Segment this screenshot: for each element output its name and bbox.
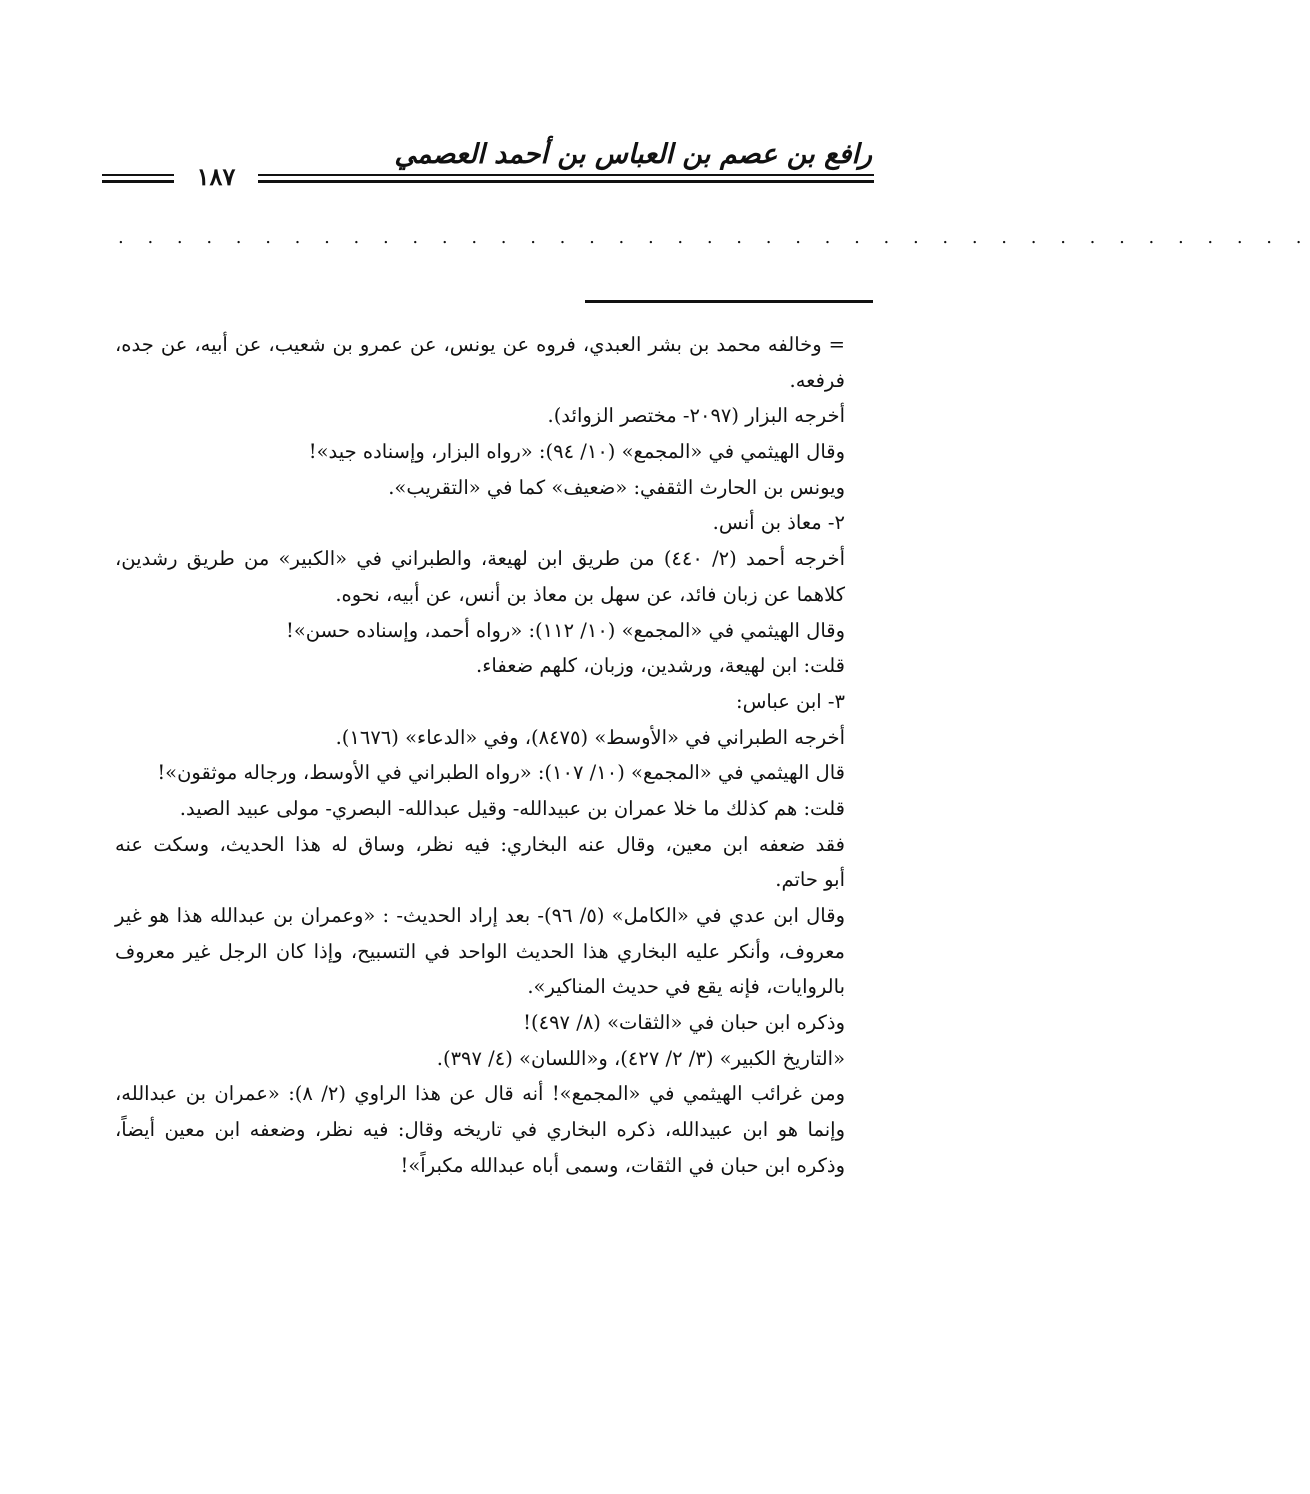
- separator-dots: . . . . . . . . . . . . . . . . . . . . . . . . . . . . . . . . . . . . . . . . .: [118, 227, 1310, 248]
- text-line: قلت: هم كذلك ما خلا عمران بن عبيدالله- وقيل عبدالله- البصري- مولى عبيد الصيد.: [179, 796, 845, 820]
- text-line: ٣- ابن عباس:: [736, 689, 845, 713]
- text-line: أخرجه أحمد (٢/ ٤٤٠) من طريق ابن لهيعة، والطبراني في «الكبير» من طريق رشدين،: [115, 547, 845, 571]
- text-line: أخرجه الطبراني في «الأوسط» (٨٤٧٥)، وفي «الدعاء» (١٦٧٦).: [335, 725, 845, 749]
- text-line: وقال ابن عدي في «الكامل» (٥/ ٩٦)- بعد إراد الحديث- : «وعمران بن عبدالله هذا هو غير: [115, 904, 845, 927]
- footnote-rule: [585, 300, 873, 303]
- text-line: قال الهيثمي في «المجمع» (١٠/ ١٠٧): «رواه الطبراني في الأوسط، ورجاله موثقون»!: [157, 761, 845, 785]
- text-line: وإنما هو ابن عبيدالله، ذكره البخاري في تاريخه وقال: فيه نظر، وضعفه ابن معين أيضاً،: [115, 1118, 845, 1142]
- page-number: ١٨٧: [196, 162, 236, 191]
- text-line: وقال الهيثمي في «المجمع» (١٠/ ٩٤): «رواه البزار، وإسناده جيد»!: [308, 440, 845, 464]
- text-line: فرفعه.: [789, 368, 845, 392]
- text-line: كلاهما عن زبان فائد، عن سهل بن معاذ بن أنس، عن أبيه، نحوه.: [335, 582, 845, 606]
- text-line: معروف، وأنكر عليه البخاري هذا الحديث الواحد في التسبيح، وإذا كان الرجل غير معروف: [115, 939, 845, 963]
- text-line: ويونس بن الحارث الثقفي: «ضعيف» كما في «التقريب».: [388, 475, 845, 499]
- header-rule-left: [102, 174, 174, 183]
- text-line: وذكره ابن حبان في الثقات، وسمى أباه عبدالله مكبراً»!: [400, 1153, 845, 1177]
- text-line: «التاريخ الكبير» (٣/ ٢/ ٤٢٧)، و«اللسان» (٤/ ٣٩٧).: [436, 1046, 845, 1070]
- text-line: فقد ضعفه ابن معين، وقال عنه البخاري: فيه نظر، وساق له هذا الحديث، وسكت عنه: [115, 832, 845, 856]
- footnote-text: [115, 327, 845, 1184]
- text-line: وقال الهيثمي في «المجمع» (١٠/ ١١٢): «رواه أحمد، وإسناده حسن»!: [286, 618, 845, 642]
- text-line: ومن غرائب الهيثمي في «المجمع»! أنه قال عن هذا الراوي (٢/ ٨): «عمران بن عبدالله،: [115, 1082, 845, 1106]
- text-line: قلت: ابن لهيعة، ورشدين، وزبان، كلهم ضعفاء.: [476, 654, 845, 678]
- text-line: = وخالفه محمد بن بشر العبدي، فروه عن يونس، عن عمرو بن شعيب، عن أبيه، عن جده،: [115, 333, 845, 356]
- running-title: رافع بن عصم بن العباس بن أحمد العصمي: [394, 139, 872, 170]
- header-rule-right: [258, 174, 874, 183]
- text-line: بالروايات، فإنه يقع في حديث المناكير».: [527, 975, 845, 999]
- text-line: أبو حاتم.: [775, 868, 845, 892]
- text-line: أخرجه البزار (٢٠٩٧- مختصر الزوائد).: [547, 404, 845, 428]
- text-line: وذكره ابن حبان في «الثقات» (٨/ ٤٩٧)!: [523, 1011, 845, 1035]
- text-line: ٢- معاذ بن أنس.: [712, 511, 845, 535]
